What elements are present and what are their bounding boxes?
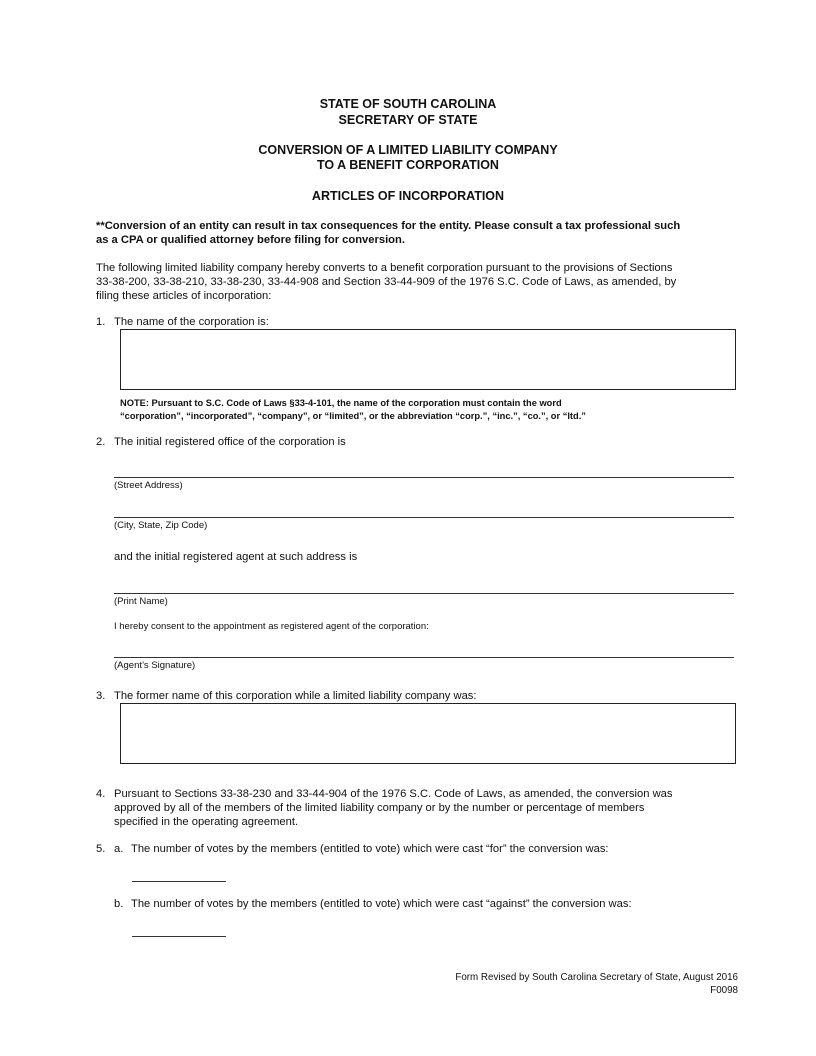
header-secretary: SECRETARY OF STATE [338,113,478,127]
print-name-caption: (Print Name) [114,596,168,607]
intro-line2: 33-38-200, 33-38-210, 33-38-230, 33-44-908 and Section 33-44-909 of the 1976 S.C. Code of Laws, as amended, by [96,276,677,288]
name-note-line1: NOTE: Pursuant to S.C. Code of Laws §33-4-101, the name of the corporation must contain the word [120,398,562,408]
former-name-field[interactable] [120,703,736,764]
footer-form-number: F0098 [710,985,738,996]
item1-number: 1. [96,316,106,328]
registered-agent-label: and the initial registered agent at such address is [114,551,358,563]
item4-line3: specified in the operating agreement. [114,816,299,828]
item3-label: The former name of this corporation while a limited liability company was: [114,690,477,702]
city-state-zip-caption: (City, State, Zip Code) [114,520,208,531]
item2-number: 2. [96,436,106,448]
item5a-label: The number of votes by the members (entitled to vote) which were cast “for” the conversion was: [131,843,609,855]
agent-print-name-line[interactable] [114,593,734,594]
item1-label: The name of the corporation is: [114,316,269,328]
votes-for-line[interactable] [132,881,226,882]
votes-against-line[interactable] [132,936,226,937]
corporation-name-field[interactable] [120,329,736,390]
item2-label: The initial registered office of the corporation is [114,436,346,448]
title-articles: ARTICLES OF INCORPORATION [311,189,505,203]
intro-line3: filing these articles of incorporation: [96,290,272,302]
item4-line1: Pursuant to Sections 33-38-230 and 33-44-904 of the 1976 S.C. Code of Laws, as amended, the conversion was [114,788,673,800]
item4-number: 4. [96,788,106,800]
title-conversion: CONVERSION OF A LIMITED LIABILITY COMPANY [258,143,558,157]
item5b-label: The number of votes by the members (entitled to vote) which were cast “against” the conversion was: [131,898,632,910]
item4-line2: approved by all of the members of the limited liability company or by the number or percentage of members [114,802,645,814]
agent-signature-caption: (Agent’s Signature) [114,660,196,671]
agent-signature-line[interactable] [114,657,734,658]
footer-revised: Form Revised by South Carolina Secretary of State, August 2016 [455,972,738,983]
name-note-line2: “corporation”, “incorporated”, “company”, or “limited”, or the abbreviation “corp.”, “inc.”, “co.”, or “ltd.” [120,411,586,421]
item3-number: 3. [96,690,106,702]
item5-number: 5. [96,843,106,855]
item5b-prefix: b. [114,898,124,910]
title-benefit-corp: TO A BENEFIT CORPORATION [317,158,499,172]
city-state-zip-line[interactable] [114,517,734,518]
intro-line1: The following limited liability company hereby converts to a benefit corporation pursuant to the provisions of Sections [96,262,673,274]
item5a-prefix: a. [114,843,124,855]
tax-warning-line1: **Conversion of an entity can result in tax consequences for the entity. Please consult a tax professional such [96,220,681,232]
street-address-caption: (Street Address) [114,480,183,491]
header-state: STATE OF SOUTH CAROLINA [319,97,497,111]
street-address-line[interactable] [114,477,734,478]
tax-warning-line2: as a CPA or qualified attorney before filing for conversion. [96,234,405,246]
agent-consent-text: I hereby consent to the appointment as registered agent of the corporation: [114,621,429,632]
